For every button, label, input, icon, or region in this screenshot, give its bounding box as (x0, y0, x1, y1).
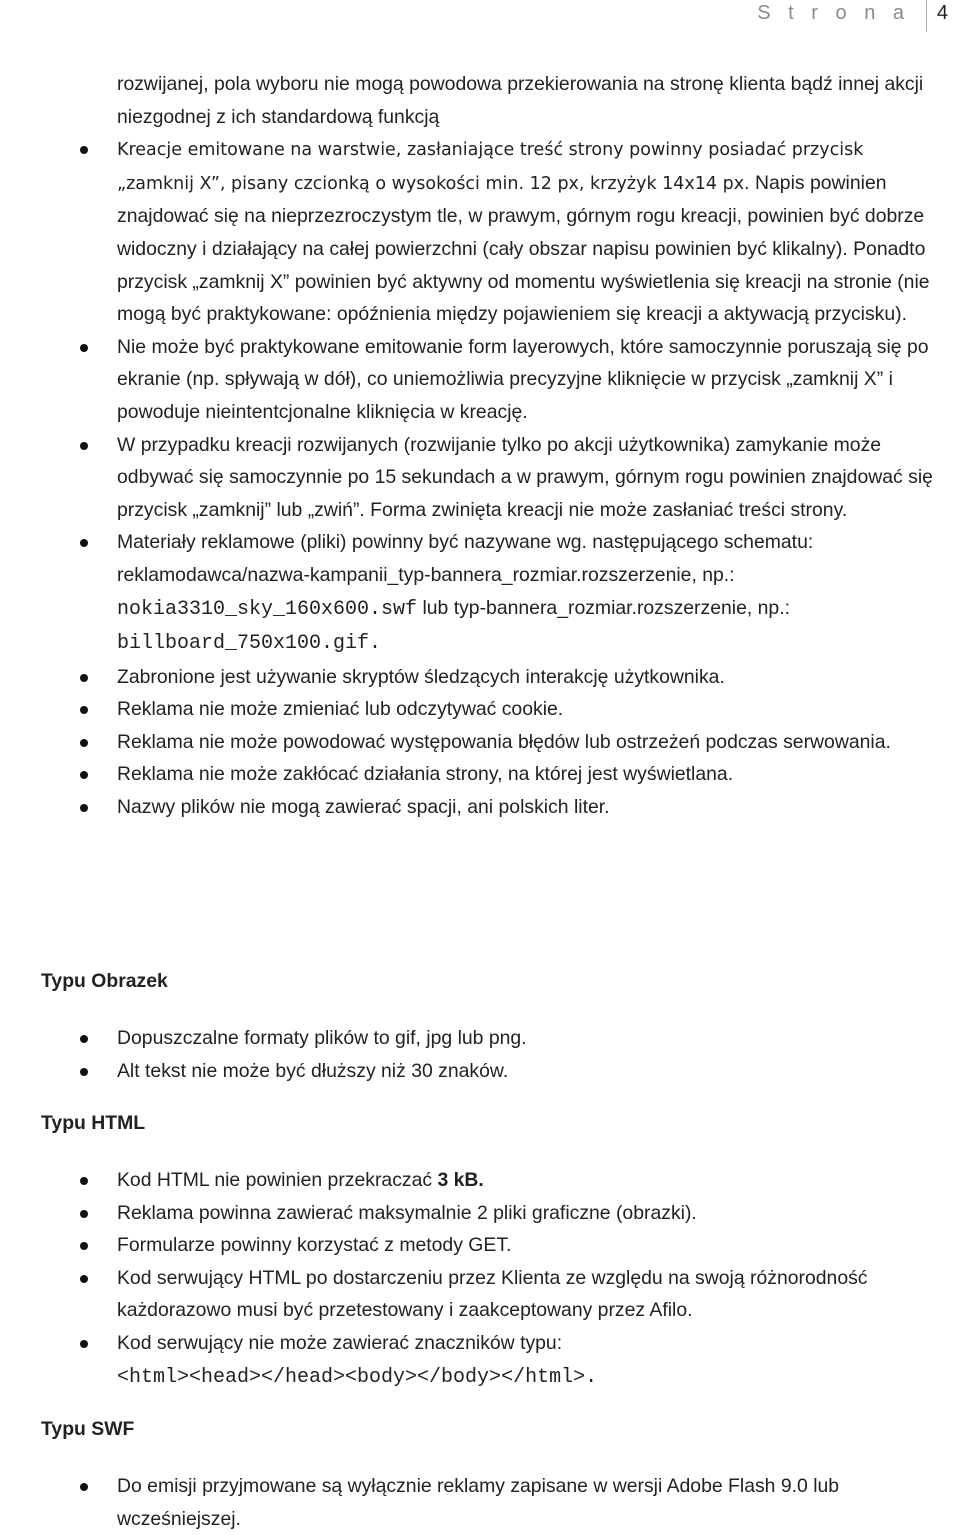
list-item-text: Kod serwujący HTML po dostarczeniu przez Klienta ze względu na swoją różnorodność każdorazowo musi być przetestowany i zaakceptowany przez Afilo. (117, 1266, 868, 1322)
bullet-icon (80, 1275, 88, 1283)
list-item (0, 1470, 960, 1535)
list-item (0, 1055, 960, 1088)
filename-example: nokia3310_sky_160x600.swf (117, 597, 418, 621)
list-item (0, 1229, 960, 1262)
section-heading-html: Typu HTML (41, 1112, 146, 1134)
list-item (0, 1164, 960, 1197)
list-item-text: Formularze powinny korzystać z metody GET. (117, 1234, 512, 1257)
list-item (0, 693, 960, 726)
bullet-icon (80, 146, 88, 154)
page-header (660, 0, 960, 30)
list-item-text: rozwijanej, pola wyboru nie mogą powodowa przekierowania na stronę klienta bądź innej akcji niezgodnej z ich standardową funkcją (117, 73, 924, 128)
list-item-text: Materiały reklamowe (pliki) powinny być nazywane wg. następującego schematu: reklamodawca/nazwa-kampanii_typ-bannera_rozmiar.rozszerzenie, np.: (117, 531, 814, 586)
page-label: S t r o n a (757, 2, 910, 24)
list-item (0, 331, 960, 429)
list-item-text: Reklama nie może zakłócać działania strony, na której jest wyświetlana. (117, 763, 734, 786)
bullet-icon (80, 1210, 88, 1218)
list-item (0, 758, 960, 791)
section-heading-swf: Typu SWF (41, 1418, 135, 1440)
bullet-icon (80, 804, 88, 812)
list-item (0, 133, 960, 331)
size-limit: 3 kB. (437, 1169, 484, 1191)
list-item (0, 1327, 960, 1394)
list-item (0, 526, 960, 660)
list-item-text: Alt tekst nie może być dłuższy niż 30 znaków. (117, 1059, 509, 1082)
bullet-icon (80, 1242, 88, 1250)
obrazek-list (0, 1022, 960, 1087)
list-item (0, 1022, 960, 1055)
bullet-icon (80, 1340, 88, 1348)
requirements-list (0, 68, 960, 824)
list-item-text: Kod serwujący nie może zawierać znaczników typu: (117, 1331, 563, 1354)
bullet-icon (80, 1068, 88, 1076)
list-item (0, 68, 960, 133)
list-item (0, 726, 960, 759)
document-body (0, 68, 960, 824)
list-item (0, 791, 960, 824)
bullet-icon (80, 674, 88, 682)
html-tags-example: <html><head></head><body></body></html>. (117, 1365, 598, 1389)
bullet-icon (80, 344, 88, 352)
section-html (0, 1164, 960, 1394)
bullet-icon (80, 706, 88, 714)
bullet-icon (80, 771, 88, 779)
page-number: 4 (936, 2, 948, 24)
bullet-icon (80, 442, 88, 450)
list-item (0, 1197, 960, 1230)
bullet-icon (80, 1483, 88, 1491)
bullet-icon (80, 539, 88, 547)
list-item-text: Kreacje emitowane na warstwie, zasłaniające treść strony powinny posiadać przycisk „zamknij X”, pisany czcionką o wysokości min. 12 px, krzyżyk 14x14 px. (117, 140, 864, 194)
list-item (0, 429, 960, 527)
bullet-icon (80, 739, 88, 747)
list-item-text: Napis powinien znajdować się na nieprzezroczystym tle, w prawym, górnym rogu kreacji, powinien być dobrze widoczny i działający na całej powierzchni (cały obszar napisu powinien być klikalny). Ponadto przycisk „zamknij X” powinien być aktywny od momentu wyświetlenia się kreacji na stronie (nie mogą być praktykowane: opóźnienia między pojawieniem się kreacji a aktywacją przycisku). (117, 171, 930, 326)
html-list (0, 1164, 960, 1394)
list-item (0, 1262, 960, 1327)
list-item-text: Kod HTML nie powinien przekraczać (117, 1169, 438, 1191)
section-heading-obrazek: Typu Obrazek (41, 970, 168, 992)
list-item-text: Nie może być praktykowane emitowanie form layerowych, które samoczynnie poruszają się po ekranie (np. spływają w dół), co uniemożliwia precyzyjne kliknięcie w przycisk „zamknij X” i powoduje nieintentcjonalne kliknięcia w kreację. (117, 335, 929, 423)
list-item-text: Reklama powinna zawierać maksymalnie 2 pliki graficzne (obrazki). (117, 1201, 697, 1224)
filename-example: billboard_750x100.gif. (117, 632, 382, 656)
list-item-text: W przypadku kreacji rozwijanych (rozwijanie tylko po akcji użytkownika) zamykanie może odbywać się samoczynnie po 15 sekundach a w prawym, górnym rogu powinien znajdować się przycisk „zamknij” lub „zwiń”. Forma zwinięta kreacji nie może zasłaniać treści strony. (117, 433, 933, 521)
list-item-text: Nazwy plików nie mogą zawierać spacji, ani polskich liter. (117, 796, 610, 819)
list-item-text: Reklama nie może powodować występowania błędów lub ostrzeżeń podczas serwowania. (117, 730, 891, 753)
list-item (0, 661, 960, 694)
header-divider (926, 0, 927, 32)
list-item-text: Reklama nie może zmieniać lub odczytywać cookie. (117, 698, 564, 721)
list-item-text: Zabronione jest używanie skryptów śledzących interakcję użytkownika. (117, 665, 725, 688)
list-item-text: Do emisji przyjmowane są wyłącznie reklamy zapisane w wersji Adobe Flash 9.0 lub wcześniejszej. (117, 1475, 840, 1530)
section-obrazek (0, 1022, 960, 1087)
list-item-text: lub typ-bannera_rozmiar.rozszerzenie, np.: (417, 596, 790, 619)
list-item-text: Dopuszczalne formaty plików to gif, jpg lub png. (117, 1027, 527, 1049)
section-swf (0, 1470, 960, 1535)
bullet-icon (80, 1177, 88, 1185)
swf-list (0, 1470, 960, 1535)
bullet-icon (80, 1035, 88, 1043)
